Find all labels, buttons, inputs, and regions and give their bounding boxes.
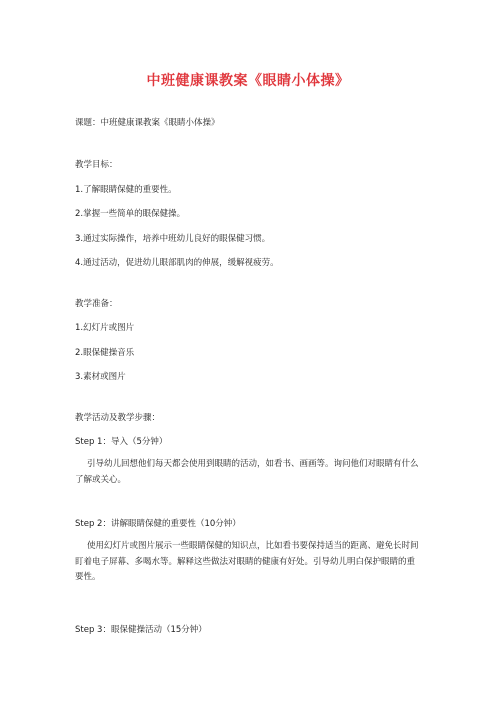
objectives-heading: 教学目标：	[75, 160, 118, 170]
preparation-item: 2.眼保健操音乐	[75, 348, 135, 358]
activities-heading: 教学活动及教学步骤：	[75, 413, 161, 423]
objective-item: 2.掌握一些简单的眼保健操。	[75, 209, 186, 219]
topic-line: 课题：中班健康课教案《眼睛小体操》	[75, 118, 220, 128]
objective-item: 3.通过实际操作，培养中班幼儿良好的眼保健习惯。	[75, 234, 271, 244]
preparation-item: 1.幻灯片或图片	[75, 323, 135, 333]
step-title: Step 3：眼保健操活动（15分钟）	[75, 625, 207, 635]
preparation-item: 3.素材或图片	[75, 372, 126, 382]
preparation-heading: 教学准备：	[75, 299, 118, 309]
document-title: 中班健康课教案《眼睛小体操》	[146, 73, 350, 89]
objective-item: 1.了解眼睛保健的重要性。	[75, 185, 177, 195]
step-title: Step 1：导入（5分钟）	[75, 437, 168, 447]
step-body: 使用幻灯片或图片展示一些眼睛保健的知识点，比如看书要保持适当的距离、避免长时间盯着电子屏幕、多喝水等。解释这些做法对眼睛的健康有好处。引导幼儿明白保护眼睛的重要性。	[75, 541, 419, 582]
step-title: Step 2：讲解眼睛保健的重要性（10分钟）	[75, 519, 241, 529]
step-body: 引导幼儿回想他们每天都会使用到眼睛的活动，如看书、画画等。询问他们对眼睛有什么了解或关心。	[75, 459, 419, 485]
objective-item: 4.通过活动，促进幼儿眼部肌肉的伸展，缓解视疲劳。	[75, 258, 279, 268]
